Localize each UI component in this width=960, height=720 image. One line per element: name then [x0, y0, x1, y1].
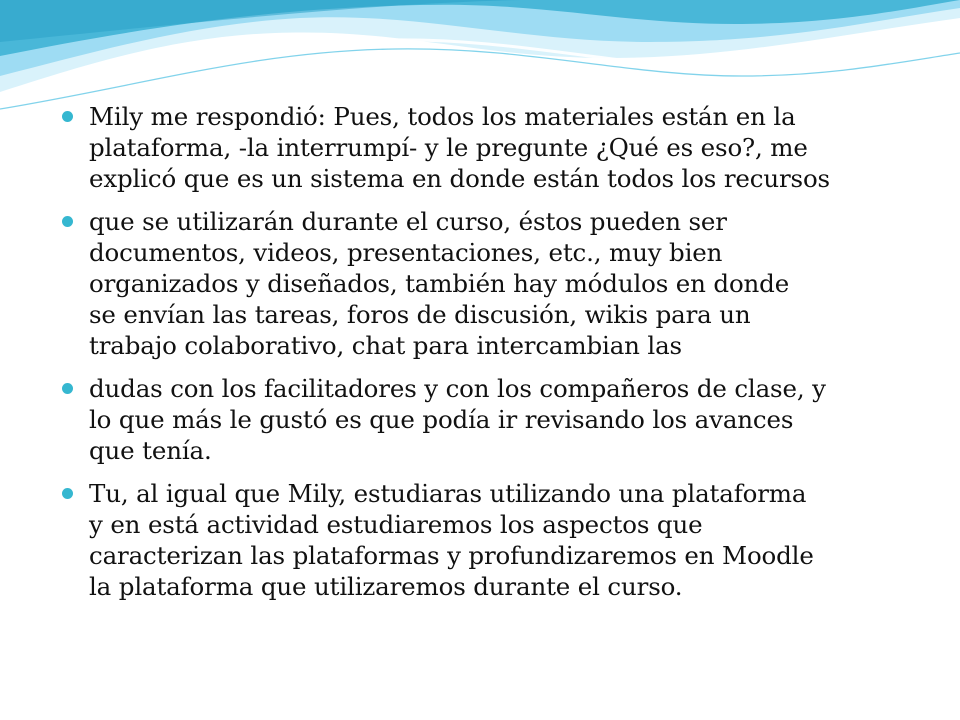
bullet-line: dudas con los facilitadores y con los compañeros de clase, y	[89, 374, 826, 403]
bullet-item	[62, 478, 922, 602]
bullet-item	[62, 206, 922, 361]
bullet-line: la plataforma que utilizaremos durante el curso.	[89, 572, 683, 601]
bullet-line: que tenía.	[89, 436, 212, 465]
bullet-dot-icon	[62, 216, 73, 227]
slide-body	[62, 101, 922, 614]
bullet-line: plataforma, -la interrumpí- y le pregunte ¿Qué es eso?, me	[89, 133, 808, 162]
bullet-line: organizados y diseñados, también hay módulos en donde	[89, 269, 790, 298]
bullet-line: y en está actividad estudiaremos los aspectos que	[89, 510, 703, 539]
bullet-line: explicó que es un sistema en donde están todos los recursos	[89, 164, 830, 193]
wave-header-decoration	[0, 0, 960, 110]
bullet-item	[62, 373, 922, 466]
bullet-line: documentos, videos, presentaciones, etc., muy bien	[89, 238, 723, 267]
bullet-item	[62, 101, 922, 194]
bullet-list	[62, 101, 922, 602]
bullet-dot-icon	[62, 383, 73, 394]
bullet-line: que se utilizarán durante el curso, éstos pueden ser	[89, 207, 727, 236]
bullet-dot-icon	[62, 111, 73, 122]
bullet-dot-icon	[62, 488, 73, 499]
bullet-line: Mily me respondió: Pues, todos los materiales están en la	[89, 102, 796, 131]
bullet-line: trabajo colaborativo, chat para intercambian las	[89, 331, 682, 360]
bullet-line: Tu, al igual que Mily, estudiaras utilizando una plataforma	[89, 479, 807, 508]
bullet-line: caracterizan las plataformas y profundizaremos en Moodle	[89, 541, 814, 570]
bullet-line: lo que más le gustó es que podía ir revisando los avances	[89, 405, 794, 434]
bullet-line: se envían las tareas, foros de discusión, wikis para un	[89, 300, 751, 329]
